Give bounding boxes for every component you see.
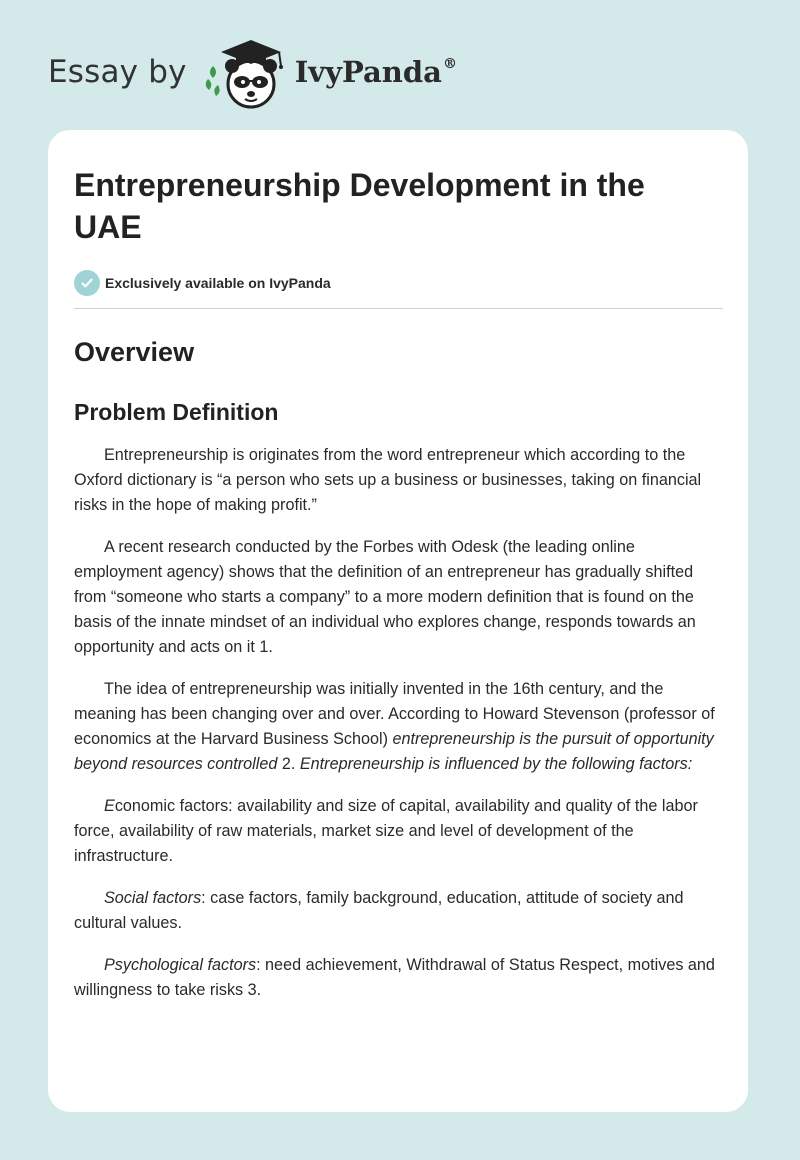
badge-text: Exclusively available on IvyPanda	[105, 275, 331, 291]
paragraph-1: Entrepreneurship is originates from the word entrepreneur which according to the Oxford dictionary is “a person who sets up a business or businesses, taking on financial risks in the hope of making profit.”	[74, 446, 702, 514]
page-title: Entrepreneurship Development in the UAE	[74, 167, 645, 245]
panda-graduate-icon[interactable]	[203, 34, 291, 110]
article-card	[48, 130, 748, 1112]
check-circle-icon	[74, 270, 100, 296]
exclusive-badge	[74, 270, 722, 296]
registered-mark: ®	[442, 56, 457, 72]
paragraph-6: Psychological factors: need achievement, Withdrawal of Status Respect, motives and willingness to take risks 3.	[74, 956, 715, 999]
article-body	[74, 443, 724, 1003]
essay-by-label: Essay by	[48, 54, 187, 90]
site-header	[48, 34, 457, 110]
subsection-heading: Problem Definition	[74, 399, 279, 425]
paragraph-5: Social factors: case factors, family background, education, attitude of society and cultural values.	[74, 889, 684, 932]
brand-name[interactable]: IvyPanda®	[294, 55, 457, 89]
divider	[74, 308, 723, 309]
paragraph-4: Economic factors: availability and size of capital, availability and quality of the labor force, availability of raw materials, market size and level of development of the infrastructure.	[74, 797, 698, 865]
section-heading: Overview	[74, 337, 195, 367]
paragraph-3: The idea of entrepreneurship was initially invented in the 16th century, and the meaning has been changing over and over. According to Howard Stevenson (professor of economics at the Harvard Business School) entrepreneurship is the pursuit of opportunity beyond resources controlled 2. Entrepreneurship is influenced by the following factors:	[74, 680, 715, 773]
paragraph-2: A recent research conducted by the Forbes with Odesk (the leading online employment agency) shows that the definition of an entrepreneur has gradually shifted from “someone who starts a company” to a more modern definition that is found on the basis of the innate mindset of an individual who explores change, responds towards an opportunity and acts on it 1.	[74, 538, 696, 656]
